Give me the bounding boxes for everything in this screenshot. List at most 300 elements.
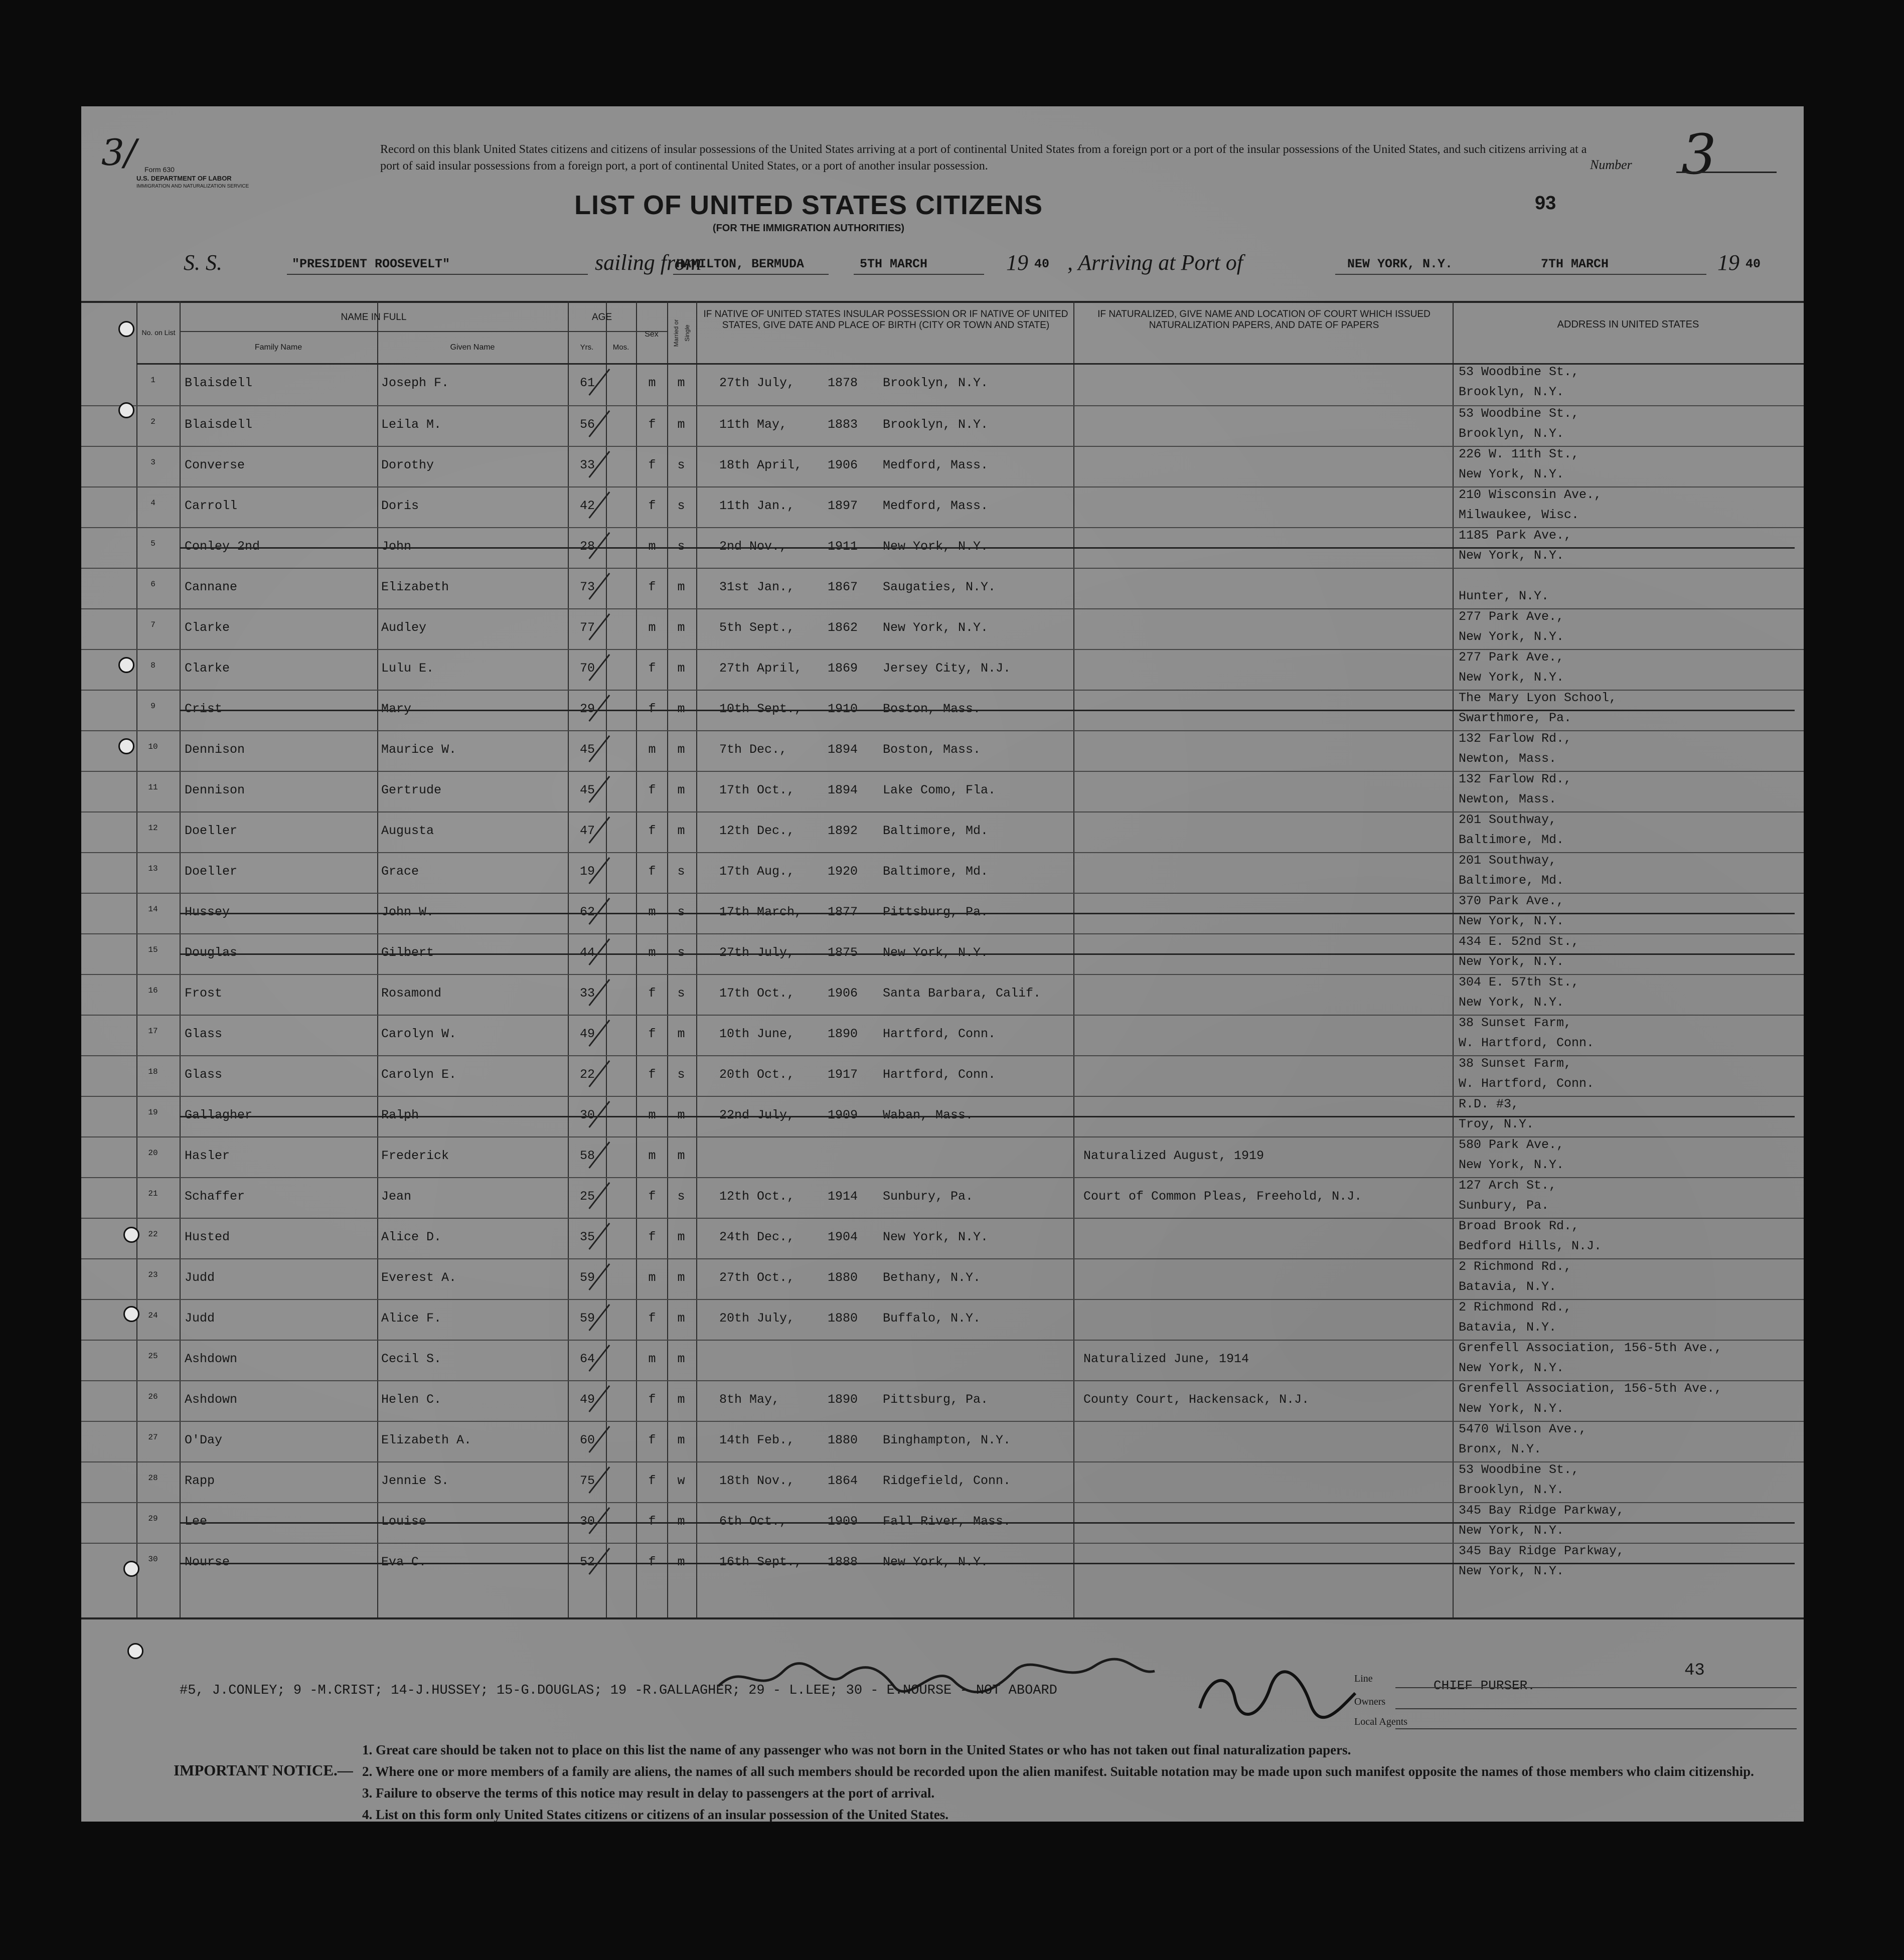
birth-place: Santa Barbara, Calif. — [883, 986, 1041, 1001]
family-name: Conley 2nd — [185, 539, 260, 554]
address-line-2: New York, N.Y. — [1459, 670, 1564, 685]
punch-hole — [118, 402, 134, 418]
table-row — [81, 1543, 1804, 1584]
row-number: 23 — [148, 1270, 158, 1279]
page-title: LIST OF UNITED STATES CITIZENS — [574, 190, 1043, 220]
address-line-1: 277 Park Ave., — [1459, 650, 1564, 665]
birth-year: 1894 — [828, 783, 858, 797]
address-line-1: 132 Farlow Rd., — [1459, 772, 1572, 786]
header-yrs: Yrs. — [580, 343, 594, 352]
address-line-1: 580 Park Ave., — [1459, 1137, 1564, 1152]
birth-place: Buffalo, N.Y. — [883, 1311, 981, 1326]
birth-place: New York, N.Y. — [883, 1230, 989, 1244]
address-line-2: New York, N.Y. — [1459, 467, 1564, 481]
notice-list — [362, 1739, 1797, 1826]
punch-hole — [118, 321, 134, 337]
sex: f — [648, 1230, 656, 1244]
age-years: 49 — [579, 1027, 595, 1041]
address-line-1: Broad Brook Rd., — [1459, 1219, 1579, 1233]
sex: f — [648, 1027, 656, 1041]
birth-year: 1909 — [828, 1514, 858, 1529]
address-line-1: The Mary Lyon School, — [1459, 691, 1617, 705]
birth-date: 12th Dec., — [719, 824, 795, 838]
arrive-date-underline — [1536, 274, 1706, 275]
row-number: 28 — [148, 1474, 158, 1483]
sex: m — [648, 1270, 656, 1285]
given-name: Grace — [381, 864, 419, 879]
year-prefix-1: 19 — [1006, 250, 1028, 275]
sex: f — [648, 702, 656, 716]
birth-place: Boston, Mass. — [883, 742, 981, 757]
strike-through-line — [180, 547, 1795, 549]
marital-status: m — [677, 580, 685, 594]
family-name: Frost — [185, 986, 223, 1001]
marital-status: s — [677, 1067, 685, 1082]
birth-year: 1864 — [828, 1474, 858, 1488]
age-years: 49 — [579, 1392, 595, 1407]
age-years: 45 — [579, 742, 595, 757]
birth-year: 1862 — [828, 620, 858, 635]
not-aboard-note: #5, J.CONLEY; 9 -M.CRIST; 14-J.HUSSEY; 15-G.DOUGLAS; 19 -R.GALLAGHER; 29 - L.LEE; 30 - E.NOURSE - NOT ABOARD — [180, 1683, 1057, 1698]
age-years: 59 — [579, 1311, 595, 1326]
marital-status: m — [677, 1027, 685, 1041]
birth-year: 1880 — [828, 1433, 858, 1447]
row-number: 18 — [148, 1067, 158, 1076]
marital-status: m — [677, 702, 685, 716]
age-years: 35 — [579, 1230, 595, 1244]
table-row — [81, 1096, 1804, 1137]
sex: f — [648, 864, 656, 879]
page-number: 93 — [1535, 193, 1556, 214]
strike-through-line — [180, 710, 1795, 711]
family-name: Clarke — [185, 661, 230, 676]
given-name: Mary — [381, 702, 412, 716]
table-row — [81, 608, 1804, 650]
address-line-2: Bronx, N.Y. — [1459, 1442, 1542, 1456]
address-line-2: New York, N.Y. — [1459, 1401, 1564, 1416]
address-line-2: New York, N.Y. — [1459, 1158, 1564, 1172]
birth-date: 7th Dec., — [719, 742, 787, 757]
birth-year: 1914 — [828, 1189, 858, 1204]
family-name: Douglas — [185, 945, 238, 960]
birth-place: Baltimore, Md. — [883, 864, 989, 879]
birth-place: Waban, Mass. — [883, 1108, 974, 1122]
age-years: 44 — [579, 945, 595, 960]
age-years: 52 — [579, 1555, 595, 1569]
age-years: 56 — [579, 417, 595, 432]
row-number: 9 — [150, 702, 155, 711]
birth-year: 1892 — [828, 824, 858, 838]
given-name: Alice F. — [381, 1311, 442, 1326]
table-row — [81, 1258, 1804, 1300]
address-line-1: 277 Park Ave., — [1459, 609, 1564, 624]
header-married-single: Married or Single — [673, 319, 691, 347]
family-name: Rapp — [185, 1474, 215, 1488]
table-row — [81, 1218, 1804, 1259]
birth-date: 27th July, — [719, 945, 795, 960]
birth-date: 12th Oct., — [719, 1189, 795, 1204]
birth-place: Pittsburg, Pa. — [883, 905, 989, 919]
birth-place: Binghampton, N.Y. — [883, 1433, 1011, 1447]
birth-year: 1911 — [828, 539, 858, 554]
birth-date: 5th Sept., — [719, 620, 795, 635]
address-line-1: 53 Woodbine St., — [1459, 365, 1579, 379]
birth-date: 17th March, — [719, 905, 803, 919]
birth-year: 1906 — [828, 986, 858, 1001]
age-years: 30 — [579, 1108, 595, 1122]
table-row — [81, 1136, 1804, 1178]
address-line-1: 53 Woodbine St., — [1459, 1462, 1579, 1477]
birth-date: 22nd July, — [719, 1108, 795, 1122]
header-birth: IF NATIVE OF UNITED STATES INSULAR POSSESSION OR IF NATIVE OF UNITED STATES, GIVE DATE AND PLACE OF BIRTH (CITY OR TOWN AND STATE) — [703, 309, 1068, 331]
table-row — [81, 1299, 1804, 1341]
given-name: Augusta — [381, 824, 434, 838]
family-name: Glass — [185, 1067, 223, 1082]
birth-date: 16th Sept., — [719, 1555, 803, 1569]
birth-year: 1909 — [828, 1108, 858, 1122]
given-name: Alice D. — [381, 1230, 442, 1244]
header-sex: Sex — [645, 330, 659, 339]
table-row — [81, 1421, 1804, 1462]
table-row — [81, 974, 1804, 1016]
given-name: Lulu E. — [381, 661, 434, 676]
age-years: 62 — [579, 905, 595, 919]
owners-label: Owners — [1354, 1696, 1386, 1707]
punch-hole — [118, 738, 134, 754]
sex: f — [648, 1067, 656, 1082]
birth-place: Hartford, Conn. — [883, 1067, 996, 1082]
address-line-2: Swarthmore, Pa. — [1459, 711, 1572, 725]
family-name: Schaffer — [185, 1189, 245, 1204]
row-number: 11 — [148, 783, 158, 792]
age-years: 33 — [579, 458, 595, 472]
given-name: Gertrude — [381, 783, 442, 797]
family-name: Converse — [185, 458, 245, 472]
family-name: Cannane — [185, 580, 238, 594]
row-number: 21 — [148, 1189, 158, 1198]
marital-status: m — [677, 1514, 685, 1529]
birth-year: 1883 — [828, 417, 858, 432]
address-line-1: 2 Richmond Rd., — [1459, 1259, 1572, 1274]
sex: f — [648, 580, 656, 594]
birth-date: 27th July, — [719, 376, 795, 390]
table-row — [81, 649, 1804, 691]
arrive-date: 7TH MARCH — [1541, 257, 1609, 271]
age-years: 42 — [579, 499, 595, 513]
table-row — [81, 486, 1804, 528]
address-line-1: R.D. #3, — [1459, 1097, 1519, 1111]
address-line-1: 201 Southway, — [1459, 812, 1557, 827]
address-line-2: Baltimore, Md. — [1459, 873, 1564, 888]
address-line-2: W. Hartford, Conn. — [1459, 1036, 1595, 1050]
sex: f — [648, 1189, 656, 1204]
birth-place: Sunbury, Pa. — [883, 1189, 974, 1204]
marital-status: m — [677, 1311, 685, 1326]
row-number: 19 — [148, 1108, 158, 1117]
family-name: Clarke — [185, 620, 230, 635]
intro-text: Record on this blank United States citizens and citizens of insular possessions of the United States arriving at a port of continental United States from a foreign port or a port of the insular possessions of the United States, and such citizens arriving at a port of said insular possessions from a foreign port, a port of continental United States, or a port of another insular possession. — [380, 143, 1587, 173]
naturalization: Naturalized June, 1914 — [1083, 1352, 1249, 1366]
sex: f — [648, 661, 656, 676]
corner-number: 3/ — [101, 131, 137, 174]
line-rule — [1395, 1687, 1797, 1688]
strike-through-line — [180, 953, 1795, 955]
birth-place: Bethany, N.Y. — [883, 1270, 981, 1285]
age-years: 19 — [579, 864, 595, 879]
family-name: O'Day — [185, 1433, 223, 1447]
name-subrule — [180, 331, 568, 332]
row-number: 17 — [148, 1027, 158, 1036]
purser-signature — [1190, 1668, 1360, 1731]
given-name: Elizabeth — [381, 580, 449, 594]
table-row — [81, 568, 1804, 609]
table-row — [81, 1015, 1804, 1056]
birth-place: Jersey City, N.J. — [883, 661, 1011, 676]
marital-status: m — [677, 824, 685, 838]
birth-date: 18th Nov., — [719, 1474, 795, 1488]
family-name: Hasler — [185, 1149, 230, 1163]
address-line-1: 210 Wisconsin Ave., — [1459, 487, 1602, 502]
given-name: Maurice W. — [381, 742, 457, 757]
sex: f — [648, 986, 656, 1001]
notice-item: 1. Great care should be taken not to place on this list the name of any passenger who was not born in the United States or who has not taken out final naturalization papers. — [362, 1742, 1351, 1757]
address-line-2: Newton, Mass. — [1459, 751, 1557, 766]
birth-date: 17th Aug., — [719, 864, 795, 879]
age-years: 61 — [579, 376, 595, 390]
address-line-2: Hunter, N.Y. — [1459, 589, 1549, 603]
birth-date: 6th Oct., — [719, 1514, 787, 1529]
number-underline — [1676, 172, 1777, 173]
family-name: Blaisdell — [185, 417, 253, 432]
birth-place: Medford, Mass. — [883, 458, 989, 472]
table-row — [81, 365, 1804, 405]
address-line-1: 345 Bay Ridge Parkway, — [1459, 1544, 1625, 1558]
age-years: 58 — [579, 1149, 595, 1163]
sex: m — [648, 945, 656, 960]
row-number: 10 — [148, 742, 158, 751]
punch-hole — [123, 1227, 139, 1243]
department-label: U.S. DEPARTMENT OF LABOR — [136, 175, 232, 182]
given-name: Louise — [381, 1514, 427, 1529]
family-name: Crist — [185, 702, 223, 716]
given-name: Cecil S. — [381, 1352, 442, 1366]
owners-rule — [1395, 1708, 1797, 1709]
birth-date: 11th Jan., — [719, 499, 795, 513]
family-name: Judd — [185, 1311, 215, 1326]
family-name: Doeller — [185, 864, 238, 879]
address-line-2: New York, N.Y. — [1459, 548, 1564, 563]
table-row — [81, 771, 1804, 812]
row-number: 22 — [148, 1230, 158, 1239]
age-years: 30 — [579, 1514, 595, 1529]
birth-year: 1880 — [828, 1270, 858, 1285]
number-value: 3 — [1681, 122, 1716, 187]
family-name: Doeller — [185, 824, 238, 838]
birth-date: 31st Jan., — [719, 580, 795, 594]
given-name: Carolyn E. — [381, 1067, 457, 1082]
address-line-2: New York, N.Y. — [1459, 954, 1564, 969]
birth-place: Lake Como, Fla. — [883, 783, 996, 797]
birth-year: 1897 — [828, 499, 858, 513]
age-years: 47 — [579, 824, 595, 838]
given-name: John W. — [381, 905, 434, 919]
address-line-2: Sunbury, Pa. — [1459, 1198, 1549, 1213]
table-row — [81, 730, 1804, 772]
address-line-1: Grenfell Association, 156-5th Ave., — [1459, 1381, 1722, 1396]
address-line-2: Baltimore, Md. — [1459, 833, 1564, 847]
row-number: 26 — [148, 1392, 158, 1401]
age-years: 33 — [579, 986, 595, 1001]
family-name: Judd — [185, 1270, 215, 1285]
marital-status: m — [677, 742, 685, 757]
strike-through-line — [180, 913, 1795, 914]
sex: f — [648, 1392, 656, 1407]
notice-heading: IMPORTANT NOTICE.— — [174, 1761, 353, 1779]
sex: f — [648, 1433, 656, 1447]
birth-year: 1906 — [828, 458, 858, 472]
row-number: 15 — [148, 945, 158, 954]
marital-status: m — [677, 376, 685, 390]
address-line-1: 38 Sunset Farm, — [1459, 1016, 1572, 1030]
local-agents-label: Local Agents — [1354, 1716, 1408, 1727]
age-years: 22 — [579, 1067, 595, 1082]
given-name: Frederick — [381, 1149, 449, 1163]
marital-status: m — [677, 1149, 685, 1163]
sex: f — [648, 1311, 656, 1326]
row-number: 13 — [148, 864, 158, 873]
age-years: 28 — [579, 539, 595, 554]
table-row — [81, 1340, 1804, 1381]
line-label: Line — [1354, 1673, 1373, 1684]
family-name: Glass — [185, 1027, 223, 1041]
given-name: Carolyn W. — [381, 1027, 457, 1041]
row-number: 1 — [150, 376, 155, 385]
table-row — [81, 811, 1804, 853]
row-number: 16 — [148, 986, 158, 995]
punch-hole — [118, 657, 134, 673]
age-years: 73 — [579, 580, 595, 594]
birth-place: New York, N.Y. — [883, 620, 989, 635]
table-row — [81, 893, 1804, 934]
family-name: Lee — [185, 1514, 208, 1529]
table-row — [81, 690, 1804, 731]
table-bottom-rule — [81, 1617, 1804, 1619]
marital-status: m — [677, 1433, 685, 1447]
naturalization: Court of Common Pleas, Freehold, N.J. — [1083, 1189, 1362, 1204]
birth-date: 20th Oct., — [719, 1067, 795, 1082]
number-label: Number — [1590, 157, 1632, 172]
address-line-1: 304 E. 57th St., — [1459, 975, 1579, 990]
sex: m — [648, 905, 656, 919]
row-number: 3 — [150, 458, 155, 467]
birth-date: 2nd Nov., — [719, 539, 787, 554]
given-name: Helen C. — [381, 1392, 442, 1407]
row-number: 12 — [148, 824, 158, 833]
birth-year: 1888 — [828, 1555, 858, 1569]
marital-status: s — [677, 945, 685, 960]
sex: m — [648, 1149, 656, 1163]
marital-status: m — [677, 1352, 685, 1366]
birth-place: Medford, Mass. — [883, 499, 989, 513]
sex: f — [648, 458, 656, 472]
address-line-1: 226 W. 11th St., — [1459, 447, 1579, 461]
birth-year: 1890 — [828, 1027, 858, 1041]
birth-place: Hartford, Conn. — [883, 1027, 996, 1041]
birth-date: 17th Oct., — [719, 986, 795, 1001]
marital-status: s — [677, 905, 685, 919]
manifest-sheet — [81, 106, 1804, 1822]
family-name: Ashdown — [185, 1352, 238, 1366]
birth-date: 10th June, — [719, 1027, 795, 1041]
birth-year: 1867 — [828, 580, 858, 594]
to-port: NEW YORK, N.Y. — [1347, 257, 1453, 271]
age-years: 77 — [579, 620, 595, 635]
sail-date: 5TH MARCH — [860, 257, 928, 271]
address-line-2: W. Hartford, Conn. — [1459, 1076, 1595, 1091]
passenger-list — [81, 365, 1804, 1583]
strike-through-line — [180, 1522, 1795, 1524]
given-name: Leila M. — [381, 417, 442, 432]
birth-date: 24th Dec., — [719, 1230, 795, 1244]
family-name: Dennison — [185, 783, 245, 797]
address-line-2: New York, N.Y. — [1459, 1361, 1564, 1375]
family-name: Dennison — [185, 742, 245, 757]
given-name: Rosamond — [381, 986, 442, 1001]
table-row — [81, 933, 1804, 975]
sex: f — [648, 1555, 656, 1569]
given-name: Elizabeth A. — [381, 1433, 472, 1447]
birth-date: 10th Sept., — [719, 702, 803, 716]
address-line-1: 127 Arch St., — [1459, 1178, 1557, 1193]
row-number: 25 — [148, 1352, 158, 1361]
notice-item: 3. Failure to observe the terms of this notice may result in delay to passengers at the port of arrival. — [362, 1785, 935, 1801]
row-number: 20 — [148, 1149, 158, 1158]
sex: m — [648, 1108, 656, 1122]
address-line-1: 5470 Wilson Ave., — [1459, 1422, 1587, 1436]
header-family-name: Family Name — [254, 343, 302, 352]
marital-status: m — [677, 417, 685, 432]
birth-year: 1890 — [828, 1392, 858, 1407]
sailing-from-label: sailing from — [595, 250, 702, 275]
birth-year: 1875 — [828, 945, 858, 960]
given-name: Ralph — [381, 1108, 419, 1122]
age-years: 60 — [579, 1433, 595, 1447]
notice-item: 2. Where one or more members of a family are aliens, the names of all such members should be recorded upon the alien manifest. Suitable notation may be made upon such manifest opposite the names of those members who claim citizenship. — [362, 1764, 1754, 1779]
year-prefix-2: 19 — [1717, 250, 1739, 275]
from-underline — [673, 274, 829, 275]
age-years: 75 — [579, 1474, 595, 1488]
birth-place: Baltimore, Md. — [883, 824, 989, 838]
birth-place: Boston, Mass. — [883, 702, 981, 716]
given-name: Audley — [381, 620, 427, 635]
sex: f — [648, 783, 656, 797]
birth-place: New York, N.Y. — [883, 1555, 989, 1569]
header-address: ADDRESS IN UNITED STATES — [1557, 319, 1699, 330]
age-years: 64 — [579, 1352, 595, 1366]
address-line-1: 2 Richmond Rd., — [1459, 1300, 1572, 1315]
row-number: 29 — [148, 1514, 158, 1523]
birth-year: 1910 — [828, 702, 858, 716]
page-subtitle: (FOR THE IMMIGRATION AUTHORITIES) — [712, 223, 905, 234]
birth-date: 27th Oct., — [719, 1270, 795, 1285]
family-name: Husted — [185, 1230, 230, 1244]
purser-scribble — [1190, 1668, 1360, 1723]
given-name: Jean — [381, 1189, 412, 1204]
birth-place: Brooklyn, N.Y. — [883, 376, 989, 390]
birth-year: 1904 — [828, 1230, 858, 1244]
sex: f — [648, 824, 656, 838]
sex: f — [648, 1514, 656, 1529]
